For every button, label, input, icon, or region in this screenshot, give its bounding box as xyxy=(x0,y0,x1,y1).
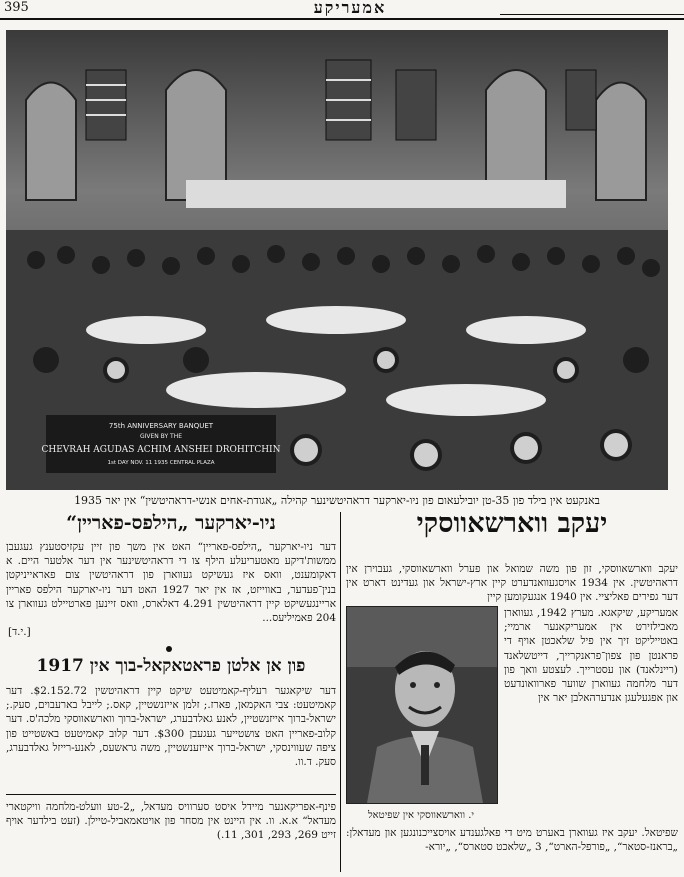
section-bullet xyxy=(166,646,172,652)
banner-line-4: 1st DAY NOV. 11 1935 CENTRAL PLAZA xyxy=(107,460,215,466)
helps-farein-reference: [י.ד.] xyxy=(8,626,31,638)
protocol-book-paragraph: דער שיקאגער רעליף-קאמיטעט שיקט קיין דראהיטשין $2.152.72. דער קאמיטעט: צבי האקמאן, פארז.; זלמן אייזנשטיין, קאס.; לייבל בארעבוים, סעק.; ישראל-ברוך אייזנשטיין, לאנע גאלדבערג, ישראל-ברוך ווארשאווסקי מלכה'ס. דער קלוב-פאריין האט צושטייער געגעבן $300. דער קלוב קאמיטעט באשטייט פון ציפה שעווינסקי, ישראל-ברוך אייזענשטיין, משה גראשעס, לאנע-רייזל גאלדבערג, סעק. ד.וו. xyxy=(6,685,337,769)
page-number: 395 xyxy=(4,0,29,15)
header-rule xyxy=(0,18,684,20)
banner-line-3: CHEVRAH AGUDAS ACHIM ANSHEI DROHITCHIN xyxy=(41,445,281,455)
banner-line-2: GIVEN BY THE xyxy=(139,433,183,440)
soldier-portrait-photo xyxy=(346,606,498,804)
photo-caption: באנקעט אין בילד פון 35-טן יובילעאום פון ניו-יארקער דראהיטשינער קהילה „אגודת-אחים אנשי-דראהיטשין“ אין יאר 1935 xyxy=(74,494,600,507)
continued-paragraph: פינף-אפריקאנער מיידל איסט סערוויס מעדאל, „2-טע וועלט-מלחמה וויקטארי מעדאל“ א.א. וו. אין היינט אין מסחר פון אויטאמאביל-טיילן. (זעט בילדער אויף זייט 269, 293, 301, 11.) xyxy=(6,801,336,842)
helps-farein-heading: ניו-יארקער „הילפס-פאריין“ xyxy=(66,512,276,534)
warshawski-paragraph-top: יעקב ווארשאווסקי, זון פון משה שמואל און פערל ווארשאווסקי, געבוירן אין דראהיטשין. אין 1934 אויסגעוואנדערט קיין ארץ-ישראל און געדינט דארט אין דער גפירים פאליציי. אין 1940 אנגעקומען קיין xyxy=(346,563,678,604)
warshawski-paragraph-bottom: שפיטאל. יעקב איז געווארן באערט מיט די פאלגענדע אויסצייכנונגען און מעדאלן: „בראנז-סטאר“, „פורפל-הארט“, 3 „שלאכט סטארס“, „יורא- xyxy=(346,827,678,854)
running-head: אמעריקע xyxy=(313,0,387,17)
helps-farein-paragraph: דער ניו-יארקער „הילפס-פאריין“ האט אין משך פון זיין עקזיסטענץ געגעבן ממשות'דיקע מאטעריעלע הילף צו די דראהיטשינער אין דער אלטער היים. א דאקומענט, וואס איז געשיקט געווארן פון דראהיטשין צום פאראייניקטן בנין־פעדער, באווייזט, אז אין יאר 1927 האט דער ניו-יארקער הילפס פאריין אריינגעשיקט קיין דראהיטשין 4.291 דאלארס, וואס זיינען פארטיילט געווארן צו 204 פאמיליעס... xyxy=(6,541,336,625)
column-divider xyxy=(340,512,341,872)
column-section-divider xyxy=(6,794,336,795)
protocol-book-heading: פון אן אלטן פראטאקאל-בוך אין 1917 xyxy=(36,656,306,676)
warshawski-heading: יעקב ווארשאווסקי xyxy=(416,508,608,539)
soldier-photo-caption: י. ווארשאווסקי אין שפיטאל xyxy=(367,810,475,821)
banner-line-1: 75th ANNIVERSARY BANQUET xyxy=(108,422,214,430)
header-ornament-rule xyxy=(500,0,684,15)
warshawski-paragraph-side: אמעריקע, שיקאגא. מערץ 1942, געווארן מאבילזירט אין אמעריקאנער ארמיי; באטייליקט זיך אין פיל שלאכטן אויף די פראנטן פון צפון־פראנקרייך, דייטשלאנד (ריינלאנד) און עסטרייך. לעצטע וואך פון דער מלחמה געווארן שווער פארוואונדעט און אפגעלעגן אנדערהאלבן יאר אין xyxy=(504,607,678,705)
banquet-photo xyxy=(6,30,668,490)
